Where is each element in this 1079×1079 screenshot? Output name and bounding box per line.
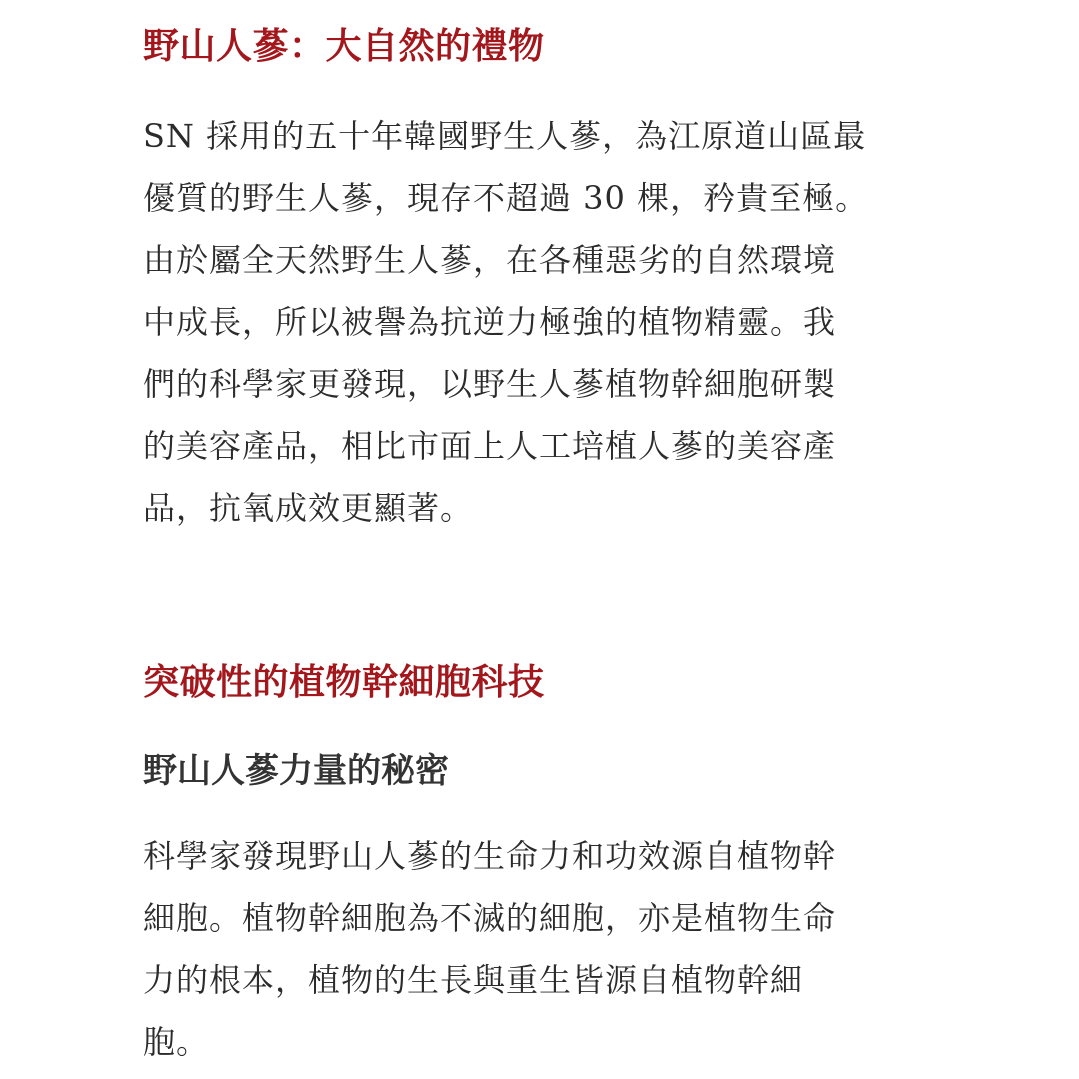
- paragraph-line: 胞。: [143, 1023, 210, 1061]
- paragraph-line: 優質的野生人蔘，現存不超過 30 棵，矜貴至極。: [143, 179, 869, 217]
- paragraph-line: SN 採用的五十年韓國野生人蔘，為江原道山區最: [143, 117, 867, 155]
- paragraph-line: 力的根本，植物的生長與重生皆源自植物幹細: [143, 961, 804, 999]
- paragraph-line: 科學家發現野山人蔘的生命力和功效源自植物幹: [143, 837, 837, 875]
- section-paragraph-wild-ginseng: [143, 105, 868, 539]
- section-heading-stem-cell-technology: 突破性的植物幹細胞科技: [143, 661, 545, 703]
- paragraph-line: 中成長，所以被譽為抗逆力極強的植物精靈。我: [143, 303, 837, 341]
- section-paragraph-stem-cell: [143, 825, 836, 1073]
- subheading-ginseng-secret: 野山人蔘力量的秘密: [143, 751, 449, 791]
- paragraph-line: 品，抗氧成效更顯著。: [143, 489, 474, 527]
- section-heading-wild-ginseng: 野山人蔘：大自然的禮物: [143, 25, 545, 67]
- paragraph-line: 由於屬全天然野生人蔘，在各種惡劣的自然環境: [143, 241, 837, 279]
- paragraph-line: 的美容產品，相比市面上人工培植人蔘的美容產: [143, 427, 837, 465]
- paragraph-line: 們的科學家更發現，以野生人蔘植物幹細胞研製: [143, 365, 837, 403]
- paragraph-line: 細胞。植物幹細胞為不滅的細胞，亦是植物生命: [143, 899, 837, 937]
